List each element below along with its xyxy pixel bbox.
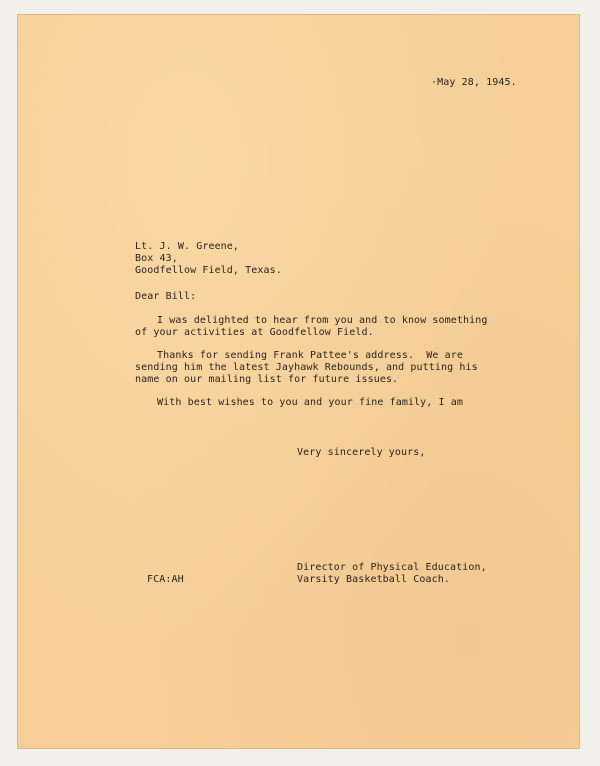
paragraph-2-line-3: name on our mailing list for future issues. bbox=[135, 374, 399, 385]
paragraph-3-line-1: With best wishes to you and your fine family, I am bbox=[157, 397, 464, 408]
recipient-name: Lt. J. W. Greene, bbox=[135, 241, 240, 252]
recipient-box: Box 43, bbox=[135, 253, 178, 264]
salutation: Dear Bill: bbox=[135, 291, 197, 302]
paragraph-2-line-1: Thanks for sending Frank Pattee's address. We are bbox=[157, 350, 464, 361]
paragraph-1-line-2: of your activities at Goodfellow Field. bbox=[135, 327, 374, 338]
paragraph-1-line-1: I was delighted to hear from you and to know something bbox=[157, 315, 488, 326]
reference-initials: FCA:AH bbox=[147, 574, 184, 585]
paragraph-2-line-2: sending him the latest Jayhawk Rebounds, and putting his bbox=[135, 362, 478, 373]
signature-title-line-2: Varsity Basketball Coach. bbox=[297, 574, 451, 585]
letter-page bbox=[17, 14, 580, 749]
letter-date: ·May 28, 1945. bbox=[431, 77, 517, 88]
recipient-location: Goodfellow Field, Texas. bbox=[135, 265, 282, 276]
complimentary-closing: Very sincerely yours, bbox=[297, 447, 426, 458]
signature-title-line-1: Director of Physical Education, bbox=[297, 562, 487, 573]
